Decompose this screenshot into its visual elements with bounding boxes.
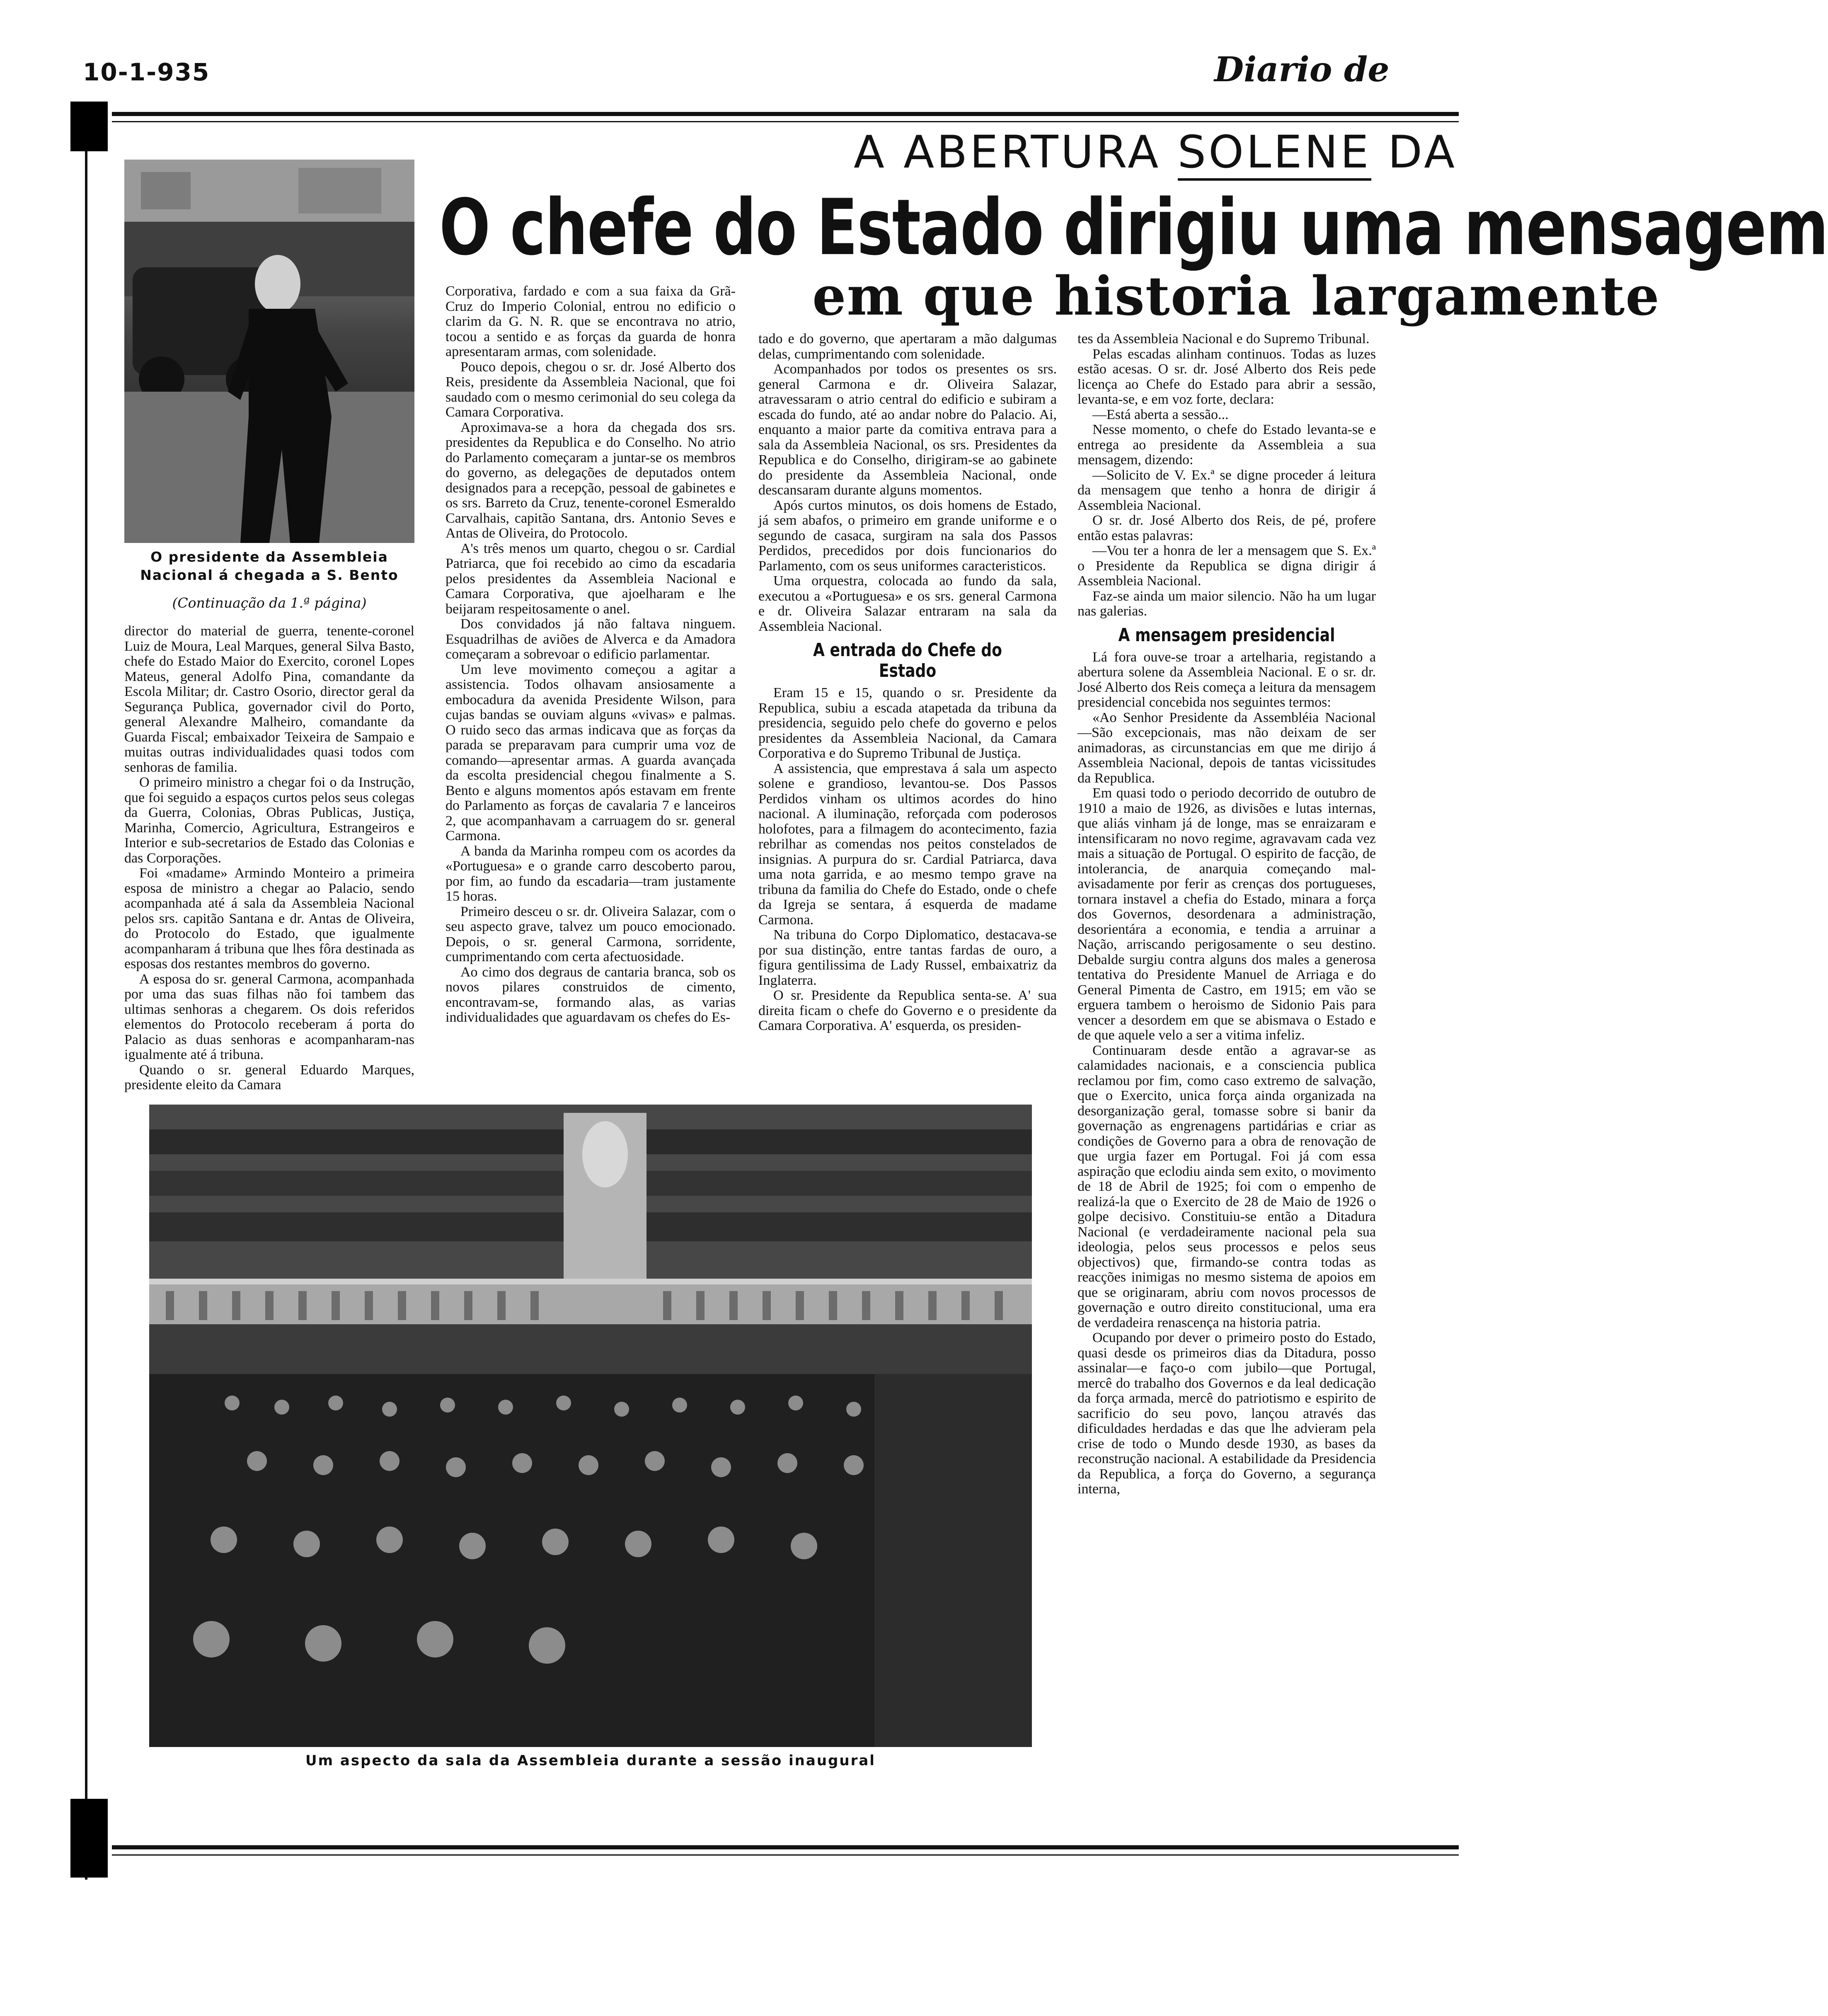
paragraph: Quando o sr. general Eduardo Marques, presidente eleito da Camara <box>124 1062 414 1093</box>
paragraph: O primeiro ministro a chegar foi o da Instrução, que foi seguido a espaços curtos pelos seus colegas da Guerra, Colonias, Obras Publicas, Justiça, Marinha, Comercio, Agricultura, Estrangeiros e Interior e sub-secretarios de Estado das Colonias e das Corporações. <box>124 775 414 866</box>
newspaper-title: Diario de <box>1214 50 1390 90</box>
paragraph: —Está aberta a sessão... <box>1092 407 1229 422</box>
bottom-rule-thick <box>112 1845 1459 1849</box>
paragraph: A's três menos um quarto, chegou o sr. Cardial Patriarca, que foi recebido ao cimo da escadaria pelos presidentes da Assembleia Nacional e Camara Corporativa, que ajoelharam e lhe beijaram respeitosamente o anel. <box>445 540 736 617</box>
corner-block-bottom <box>70 1799 108 1878</box>
photo1-caption: O presidente da Assembleia Nacional á chegada a S. Bento <box>140 549 399 583</box>
paragraph: Foi «madame» Armindo Monteiro a primeira esposa de ministro a chegar ao Palacio, sendo acompanhada até á sala da Assembleia Nacional pelos srs. capitão Santana e dr. Antas de Oliveira, do Protocolo do Estado, que igualmente acompanharam á tribuna que lhes fôra destinada as esposas dos restantes membros do governo. <box>124 865 414 972</box>
paragraph: Dos convidados já não faltava ninguem. Esquadrilhas de aviões de Alverca e da Amadora começaram a sobrevoar o edificio parlamentar. <box>445 616 736 662</box>
bottom-rule-thin <box>112 1854 1459 1856</box>
paragraph: Continuaram desde então a agravar-se as calamidades nacionais, e a consciencia publica reclamou por fim, como caso extremo de salvação, que o Exercito, unica força ainda organizada na desorganização geral, tomasse sobre si banir da governação as engrenagens partidárias e criar as condições de Governo para a obra de renovação de que urgia fazer em Portugal. Foi já com essa aspiração que eclodiu ainda sem exito, o movimento de 18 de Abril de 1925; foi com o empenho de realizá-la que o Exercito de 28 de Maio de 1926 o golpe decisivo. Constituiu-se então a Ditadura Nacional (e verdadeiramente nacional pela sua ideologia, pelos seus processos e pelos seus objectivos) que, firmando-se contra todas as reacções inimigas no mesmo sistema de apoios em que se originaram, abriu com novos processos de governação e outro direito constitucional, uma era de verdadeira renascença na historia patria. <box>1077 1042 1376 1330</box>
paragraph: Pelas escadas alinham continuos. Todas as luzes estão acesas. O sr. dr. José Alberto dos Reis pede licença ao Chefe do Estado para abrir a sessão, levanta-se, e em voz forte, declara: <box>1077 346 1376 407</box>
kicker-underlined: SOLENE <box>1178 126 1371 181</box>
paragraph: «Ao Senhor Presidente da Assembléia Nacional—São excepcionais, mas não deixam de ser animadoras, as circunstancias em que me dirijo á Assembleia Nacional, depois de tantas vicissitudes da Republica. <box>1077 710 1376 786</box>
paragraph: Ao cimo dos degraus de cantaria branca, sob os novos pilares construidos de cimento, encontravam-se, formando alas, as varias individualidades que aguardavam os chefes do Es- <box>445 964 736 1025</box>
paragraph: —Vou ter a honra de ler a mensagem que S. Ex.ª o Presidente da Republica se digna dirigir á Assembleia Nacional. <box>1077 543 1376 589</box>
paragraph: Eram 15 e 15, quando o sr. Presidente da Republica, subiu a escada atapetada da tribuna da presidencia, seguido pelo chefe do governo e pelos presidentes da Assembleia Nacional, da Camara Corporativa e do Supremo Tribunal de Justiça. <box>758 685 1057 761</box>
paragraph: Aproximava-se a hora da chegada dos srs. presidentes da Republica e do Conselho. No atrio do Parlamento começaram a juntar-se os membros do governo, as delegações de deputados ontem designados para a recepção, pessoal de gabinetes e os srs. Barreto da Cruz, tenente-coronel Esmeraldo Carvalhais, capitão Santana, drs. Antonio Seves e Antas de Oliveira, do Protocolo. <box>445 419 736 541</box>
paragraph: Nesse momento, o chefe do Estado levanta-se e entrega ao presidente da Assembleia a sua mensagem, dizendo: <box>1077 422 1376 468</box>
paragraph: Após curtos minutos, os dois homens de Estado, já sem abafos, o primeiro em grande uniforme e o segundo de casaca, surgiram na sala dos Passos Perdidos, precedidos por dois funcionarios do Parlamento, com os seus uniformes caracteristicos. <box>758 497 1057 574</box>
paragraph: O sr. Presidente da Republica senta-se. A' sua direita ficam o chefe do Governo e o presidente da Camara Corporativa. A' esquerda, os presiden- <box>758 988 1057 1033</box>
paragraph: A banda da Marinha rompeu com os acordes da «Portuguesa» e o grande carro descoberto parou, por fim, ao fundo da escadaria—tram justamente 15 horas. <box>445 843 736 904</box>
paragraph: Pouco depois, chegou o sr. dr. José Alberto dos Reis, presidente da Assembleia Nacional, que foi saudado com o mesmo cerimonial do seu colega da Camara Corporativa. <box>445 359 736 420</box>
paragraph: Faz-se ainda um maior silencio. Não ha um lugar nas galerias. <box>1077 588 1376 619</box>
kicker-post: DA <box>1371 126 1457 178</box>
paragraph: director do material de guerra, tenente-coronel Luiz de Moura, Leal Marques, general Silva Basto, chefe do Estado Maior do Exercito, coronel Lopes Mateus, general Adolfo Pina, comandante da Escola Militar; dr. Castro Osorio, director geral da Segurança Publica, governador civil do Porto, general Alexandre Malheiro, comandante da Guarda Fiscal; embaixador Teixeira de Sampaio e muitas outras individualidades quasi todos com senhoras de familia. <box>124 623 414 775</box>
top-rule-thin <box>112 121 1459 122</box>
paragraph: Um leve movimento começou a agitar a assistencia. Todos olhavam ansiosamente a embocadura da avenida Presidente Wilson, para cujas bandas se ouviam alguns «vivas» e palmas. O ruido seco das armas indicava que as forças da parada se preparavam para cumprir uma voz de comando—apresentar armas. A guarda avançada da escolta presidencial chegou finalmente a S. Bento e alguns momentos após estavam em frente do Parlamento as forças de cavalaria 7 e lanceiros 2, que acompanhavam a carruagem do sr. general Carmona. <box>445 662 736 843</box>
paragraph: O sr. dr. José Alberto dos Reis, de pé, profere então estas palavras: <box>1077 513 1376 543</box>
paragraph: Corporativa, fardado e com a sua faixa da Grã-Cruz do Imperio Colonial, entrou no edificio o clarim da G. N. R. que se encontrava no atrio, tocou a sentido e as forças da guarda de honra apresentaram armas, com solenidade. <box>445 284 736 359</box>
article-column-3 <box>758 332 1057 1105</box>
photo-assembly-hall <box>149 1105 1032 1747</box>
corner-block-top <box>70 102 108 151</box>
left-vertical-rule <box>85 151 87 1880</box>
section-heading-mensagem: A mensagem presidencial <box>1118 624 1335 646</box>
top-rule-thick <box>112 112 1459 116</box>
page-date: 10-1-935 <box>83 58 210 86</box>
paragraph: A esposa do sr. general Carmona, acompanhada por uma das suas filhas não foi tambem das ultimas senhoras a chegarem. Os dois referidos elementos do Protocolo receberam á porta do Palacio as duas senhoras e acompanharam-nas igualmente até á tribuna. <box>124 971 414 1062</box>
article-column-4 <box>1077 332 1376 1743</box>
main-headline: O chefe do Estado dirigiu uma mensagem <box>439 182 1828 272</box>
sub-headline: em que historia largamente <box>812 265 1660 327</box>
kicker-pre: A ABERTURA <box>854 126 1178 178</box>
photo2-caption: Um aspecto da sala da Assembleia durante a sessão inaugural <box>305 1752 876 1769</box>
paragraph: Primeiro desceu o sr. dr. Oliveira Salazar, com o seu aspecto grave, talvez um pouco emocionado. Depois, o sr. general Carmona, sorridente, cumprimentando com certa afectuosidade. <box>445 904 736 964</box>
paragraph: Na tribuna do Corpo Diplomatico, destacava-se por sua distinção, entre tantas fardas de ouro, a figura gentilissima de Lady Russel, embaixatriz da Inglaterra. <box>758 927 1057 988</box>
paragraph: A assistencia, que emprestava á sala um aspecto solene e grandioso, levantou-se. Dos Passos Perdidos vinham os ultimos acordes do hino nacional. A iluminação, reforçada com poderosos holofotes, para a filmagem do acontecimento, fazia rebrilhar as comendas nos peitos constelados de insignias. A purpura do sr. Cardial Patriarca, dava uma nota garrida, e ao mesmo tempo grave na tribuna da familia do Chefe do Estado, onde o chefe da Igreja se sentara, á esquerda de madame Carmona. <box>758 761 1057 928</box>
paragraph: —Solicito de V. Ex.ª se digne proceder á leitura da mensagem que tenho a honra de dirigir á Assembleia Nacional. <box>1077 467 1376 513</box>
paragraph: Acompanhados por todos os presentes os srs. general Carmona e dr. Oliveira Salazar, atravessaram o atrio central do edificio e subiram a escada do fundo, até ao andar nobre do Palacio. Ai, enquanto a maior parte da comitiva entrava para a sala da Assembleia Nacional, os srs. Presidentes da Republica e do Conselho, dirigiram-se ao gabinete do presidente da Assembleia Nacional, onde descansaram durante alguns momentos. <box>758 361 1057 498</box>
paragraph: tado e do governo, que apertaram a mão dalgumas delas, cumprimentando com solenidade. <box>758 331 1057 362</box>
article-column-2 <box>445 284 736 1105</box>
paragraph: Em quasi todo o periodo decorrido de outubro de 1910 a maio de 1926, as divisões e lutas internas, que aliás vinham já de longe, mas se enraizaram e intensificaram no novo regime, agravavam cada vez mais a situação de Portugal. O espirito de facção, de intolerancia, de anarquia começando mal-avisadamente por ferir as crenças dos portugueses, tornara instavel a chefia do Estado, minara a força dos Governos, desordenara a administração, desorientára a economia, e tendia a arruinar a Nação, arriscando perigosamente o seu destino. Debalde surgiu contra alguns dos males a generosa tentativa do Presidente Manuel de Arriaga e do General Pimenta de Castro, em 1915; em vão se erguera tambem o heroismo de Sidonio Pais para vencer a desordem em que se abismava o Estado e de que aquele velo a ser a vitima infeliz. <box>1077 785 1376 1043</box>
section-kicker <box>854 126 1459 178</box>
continuation-note: (Continuação da 1.ª página) <box>172 595 367 611</box>
paragraph: Uma orquestra, colocada ao fundo da sala, executou a «Portuguesa» e os srs. general Carmona e dr. Oliveira Salazar entraram na sala da Assembleia Nacional. <box>758 573 1057 634</box>
paragraph: tes da Assembleia Nacional e do Supremo Tribunal. <box>1077 331 1370 346</box>
paragraph: Lá fora ouve-se troar a artelharia, registando a abertura solene da Assembleia Nacional. E o sr. dr. José Alberto dos Reis começa a leitura da mensagem presidencial concebida nos seguintes termos: <box>1077 649 1376 710</box>
photo-president-arrival <box>124 160 414 543</box>
paragraph: Ocupando por dever o primeiro posto do Estado, quasi desde os primeiros dias da Ditadura, posso assinalar—e faço-o com jubilo—que Portugal, mercê do trabalho dos Governos e da leal dedicação da força armada, mercê do patriotismo e espirito de sacrificio do seu povo, lançou através das dificuldades herdadas e das que lhe advieram pela crise de todo o Mundo desde 1930, as bases da reconstrução nacional. A estabilidade da Presidencia da Republica, a força do Governo, a segurança interna, <box>1077 1330 1376 1497</box>
section-heading-entrada: A entrada do Chefe do Estado <box>813 640 1002 681</box>
